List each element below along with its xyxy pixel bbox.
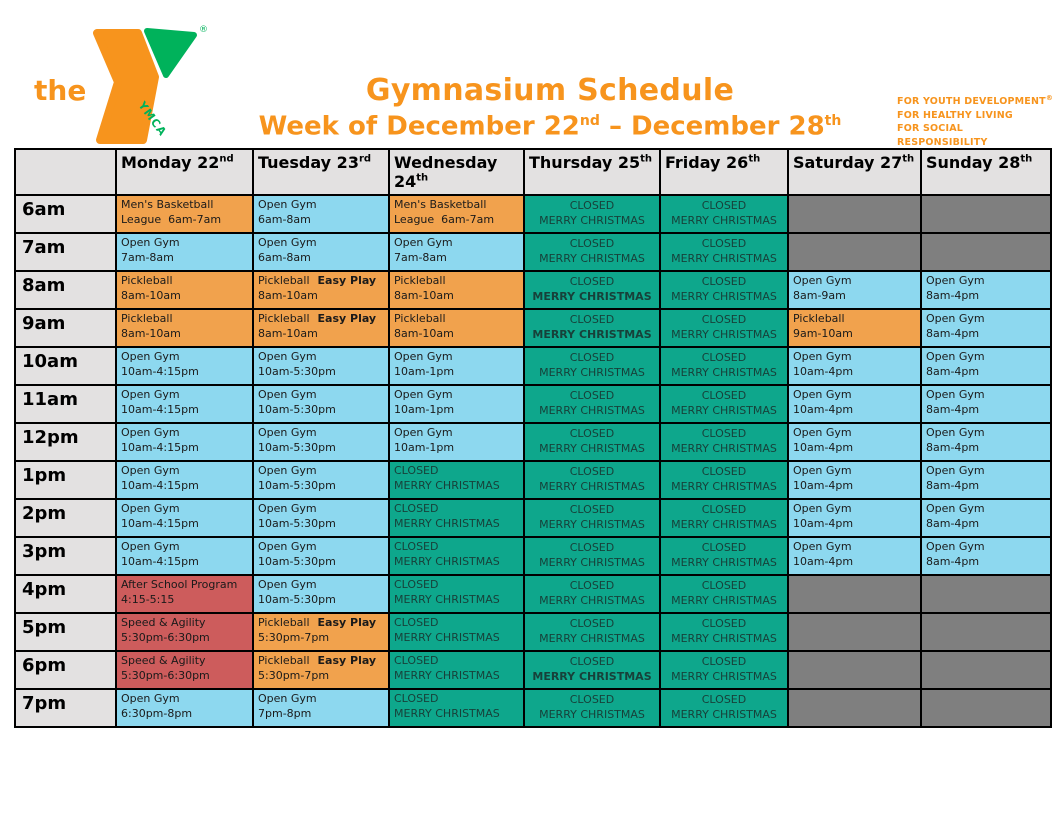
activity-cell: Pickleball Easy Play 5:30pm-7pm	[253, 651, 389, 689]
closed-cell: CLOSED MERRY CHRISTMAS	[524, 537, 660, 575]
empty-cell	[921, 195, 1051, 233]
activity-cell: Pickleball Easy Play 8am-10am	[253, 271, 389, 309]
time-label: 7am	[15, 233, 116, 271]
activity-cell: Open Gym 7am-8am	[116, 233, 253, 271]
time-label: 2pm	[15, 499, 116, 537]
empty-cell	[921, 233, 1051, 271]
empty-cell	[788, 575, 921, 613]
column-header-tuesday: Tuesday 23rd	[253, 149, 389, 195]
tagline	[897, 92, 1057, 149]
ymca-logo	[18, 5, 218, 147]
closed-cell: CLOSED MERRY CHRISTMAS	[524, 271, 660, 309]
closed-cell: CLOSED MERRY CHRISTMAS	[524, 385, 660, 423]
activity-cell: Open Gym 7pm-8pm	[253, 689, 389, 727]
empty-cell	[788, 651, 921, 689]
activity-cell: Open Gym 10am-5:30pm	[253, 423, 389, 461]
activity-cell: Open Gym 6:30pm-8pm	[116, 689, 253, 727]
closed-cell: CLOSED MERRY CHRISTMAS	[524, 423, 660, 461]
activity-cell: Open Gym 10am-5:30pm	[253, 385, 389, 423]
activity-cell: Open Gym 8am-4pm	[921, 309, 1051, 347]
activity-cell: Pickleball 9am-10am	[788, 309, 921, 347]
row-2pm	[15, 499, 1051, 537]
activity-cell: Open Gym 10am-4pm	[788, 499, 921, 537]
activity-cell: Open Gym 8am-4pm	[921, 347, 1051, 385]
row-3pm	[15, 537, 1051, 575]
row-6am	[15, 195, 1051, 233]
row-9am	[15, 309, 1051, 347]
row-8am	[15, 271, 1051, 309]
corner-cell	[15, 149, 116, 195]
closed-cell: CLOSED MERRY CHRISTMAS	[660, 651, 788, 689]
activity-cell: Open Gym 8am-4pm	[921, 385, 1051, 423]
row-5pm	[15, 613, 1051, 651]
time-label: 6pm	[15, 651, 116, 689]
activity-cell: Pickleball Easy Play 5:30pm-7pm	[253, 613, 389, 651]
activity-cell: Open Gym 10am-1pm	[389, 423, 524, 461]
activity-cell: Open Gym 10am-4:15pm	[116, 499, 253, 537]
closed-cell: CLOSED MERRY CHRISTMAS	[389, 613, 524, 651]
closed-cell: CLOSED MERRY CHRISTMAS	[524, 195, 660, 233]
closed-cell: CLOSED MERRY CHRISTMAS	[660, 461, 788, 499]
activity-cell: Open Gym 10am-4pm	[788, 537, 921, 575]
page-subtitle: Week of December 22nd – December 28th	[258, 111, 842, 142]
activity-cell: Open Gym 10am-4:15pm	[116, 423, 253, 461]
activity-cell: Open Gym 6am-8am	[253, 233, 389, 271]
activity-cell: Open Gym 6am-8am	[253, 195, 389, 233]
empty-cell	[788, 195, 921, 233]
time-label: 7pm	[15, 689, 116, 727]
header-titles	[215, 74, 885, 142]
activity-cell: Open Gym 10am-4pm	[788, 385, 921, 423]
closed-cell: CLOSED MERRY CHRISTMAS	[660, 499, 788, 537]
logo-the-label: the	[34, 74, 87, 107]
closed-cell: CLOSED MERRY CHRISTMAS	[524, 613, 660, 651]
row-10am	[15, 347, 1051, 385]
activity-cell: Open Gym 10am-1pm	[389, 385, 524, 423]
activity-cell: Open Gym 10am-4:15pm	[116, 385, 253, 423]
time-label: 5pm	[15, 613, 116, 651]
activity-cell: Open Gym 10am-5:30pm	[253, 537, 389, 575]
activity-cell: After School Program 4:15-5:15	[116, 575, 253, 613]
closed-cell: CLOSED MERRY CHRISTMAS	[660, 309, 788, 347]
activity-cell: Men's Basketball League 6am-7am	[116, 195, 253, 233]
activity-cell: Speed & Agility 5:30pm-6:30pm	[116, 613, 253, 651]
time-label: 9am	[15, 309, 116, 347]
row-4pm	[15, 575, 1051, 613]
schedule-body	[15, 195, 1051, 727]
tagline-line: FOR SOCIAL RESPONSIBILITY	[897, 123, 988, 148]
closed-cell: CLOSED MERRY CHRISTMAS	[660, 423, 788, 461]
closed-cell: CLOSED MERRY CHRISTMAS	[389, 499, 524, 537]
activity-cell: Open Gym 8am-4pm	[921, 271, 1051, 309]
activity-cell: Pickleball 8am-10am	[389, 271, 524, 309]
time-label: 3pm	[15, 537, 116, 575]
activity-cell: Open Gym 10am-5:30pm	[253, 347, 389, 385]
activity-cell: Open Gym 8am-4pm	[921, 423, 1051, 461]
column-header-monday: Monday 22nd	[116, 149, 253, 195]
logo-registered-mark: ®	[199, 25, 208, 35]
gym-schedule-table	[14, 148, 1052, 728]
closed-cell: CLOSED MERRY CHRISTMAS	[660, 233, 788, 271]
closed-cell: CLOSED MERRY CHRISTMAS	[524, 347, 660, 385]
logo-y-chevron	[97, 33, 155, 140]
activity-cell: Open Gym 10am-5:30pm	[253, 575, 389, 613]
empty-cell	[788, 233, 921, 271]
header-row	[15, 149, 1051, 195]
empty-cell	[921, 689, 1051, 727]
closed-cell: CLOSED MERRY CHRISTMAS	[660, 385, 788, 423]
closed-cell: CLOSED MERRY CHRISTMAS	[660, 195, 788, 233]
closed-cell: CLOSED MERRY CHRISTMAS	[389, 537, 524, 575]
time-label: 4pm	[15, 575, 116, 613]
activity-cell: Pickleball 8am-10am	[389, 309, 524, 347]
empty-cell	[921, 613, 1051, 651]
time-label: 10am	[15, 347, 116, 385]
closed-cell: CLOSED MERRY CHRISTMAS	[660, 613, 788, 651]
time-label: 11am	[15, 385, 116, 423]
closed-cell: CLOSED MERRY CHRISTMAS	[524, 499, 660, 537]
row-6pm	[15, 651, 1051, 689]
activity-cell: Open Gym 10am-5:30pm	[253, 499, 389, 537]
closed-cell: CLOSED MERRY CHRISTMAS	[524, 233, 660, 271]
closed-cell: CLOSED MERRY CHRISTMAS	[660, 689, 788, 727]
activity-cell: Pickleball Easy Play 8am-10am	[253, 309, 389, 347]
closed-cell: CLOSED MERRY CHRISTMAS	[660, 271, 788, 309]
logo-ymca-label: YMCA	[135, 99, 170, 139]
activity-cell: Open Gym 10am-4pm	[788, 423, 921, 461]
time-label: 1pm	[15, 461, 116, 499]
empty-cell	[921, 575, 1051, 613]
closed-cell: CLOSED MERRY CHRISTMAS	[660, 347, 788, 385]
time-label: 8am	[15, 271, 116, 309]
page-title: Gymnasium Schedule	[365, 73, 735, 108]
activity-cell: Pickleball 8am-10am	[116, 271, 253, 309]
row-1pm	[15, 461, 1051, 499]
closed-cell: CLOSED MERRY CHRISTMAS	[389, 651, 524, 689]
activity-cell: Open Gym 8am-4pm	[921, 461, 1051, 499]
closed-cell: CLOSED MERRY CHRISTMAS	[389, 575, 524, 613]
row-7am	[15, 233, 1051, 271]
closed-cell: CLOSED MERRY CHRISTMAS	[524, 461, 660, 499]
activity-cell: Pickleball 8am-10am	[116, 309, 253, 347]
row-12pm	[15, 423, 1051, 461]
column-header-saturday: Saturday 27th	[788, 149, 921, 195]
column-header-friday: Friday 26th	[660, 149, 788, 195]
column-header-sunday: Sunday 28th	[921, 149, 1051, 195]
time-label: 12pm	[15, 423, 116, 461]
column-header-thursday: Thursday 25th	[524, 149, 660, 195]
column-header-wednesday: Wednesday 24th	[389, 149, 524, 195]
closed-cell: CLOSED MERRY CHRISTMAS	[660, 537, 788, 575]
closed-cell: CLOSED MERRY CHRISTMAS	[660, 575, 788, 613]
closed-cell: CLOSED MERRY CHRISTMAS	[524, 689, 660, 727]
activity-cell: Open Gym 10am-4pm	[788, 347, 921, 385]
activity-cell: Open Gym 10am-4:15pm	[116, 347, 253, 385]
activity-cell: Open Gym 10am-4:15pm	[116, 537, 253, 575]
empty-cell	[788, 689, 921, 727]
activity-cell: Open Gym 8am-4pm	[921, 499, 1051, 537]
empty-cell	[788, 613, 921, 651]
activity-cell: Open Gym 10am-4:15pm	[116, 461, 253, 499]
activity-cell: Men's Basketball League 6am-7am	[389, 195, 524, 233]
empty-cell	[921, 651, 1051, 689]
time-label: 6am	[15, 195, 116, 233]
activity-cell: Open Gym 10am-5:30pm	[253, 461, 389, 499]
activity-cell: Open Gym 8am-9am	[788, 271, 921, 309]
closed-cell: CLOSED MERRY CHRISTMAS	[389, 689, 524, 727]
closed-cell: CLOSED MERRY CHRISTMAS	[524, 575, 660, 613]
activity-cell: Open Gym 10am-4pm	[788, 461, 921, 499]
row-11am	[15, 385, 1051, 423]
tagline-line: FOR HEALTHY LIVING	[897, 109, 1013, 121]
activity-cell: Open Gym 10am-1pm	[389, 347, 524, 385]
tagline-line: FOR YOUTH DEVELOPMENT®	[897, 94, 1054, 108]
activity-cell: Open Gym 8am-4pm	[921, 537, 1051, 575]
closed-cell: CLOSED MERRY CHRISTMAS	[524, 651, 660, 689]
row-7pm	[15, 689, 1051, 727]
closed-cell: CLOSED MERRY CHRISTMAS	[524, 309, 660, 347]
closed-cell: CLOSED MERRY CHRISTMAS	[389, 461, 524, 499]
activity-cell: Open Gym 7am-8am	[389, 233, 524, 271]
activity-cell: Speed & Agility 5:30pm-6:30pm	[116, 651, 253, 689]
